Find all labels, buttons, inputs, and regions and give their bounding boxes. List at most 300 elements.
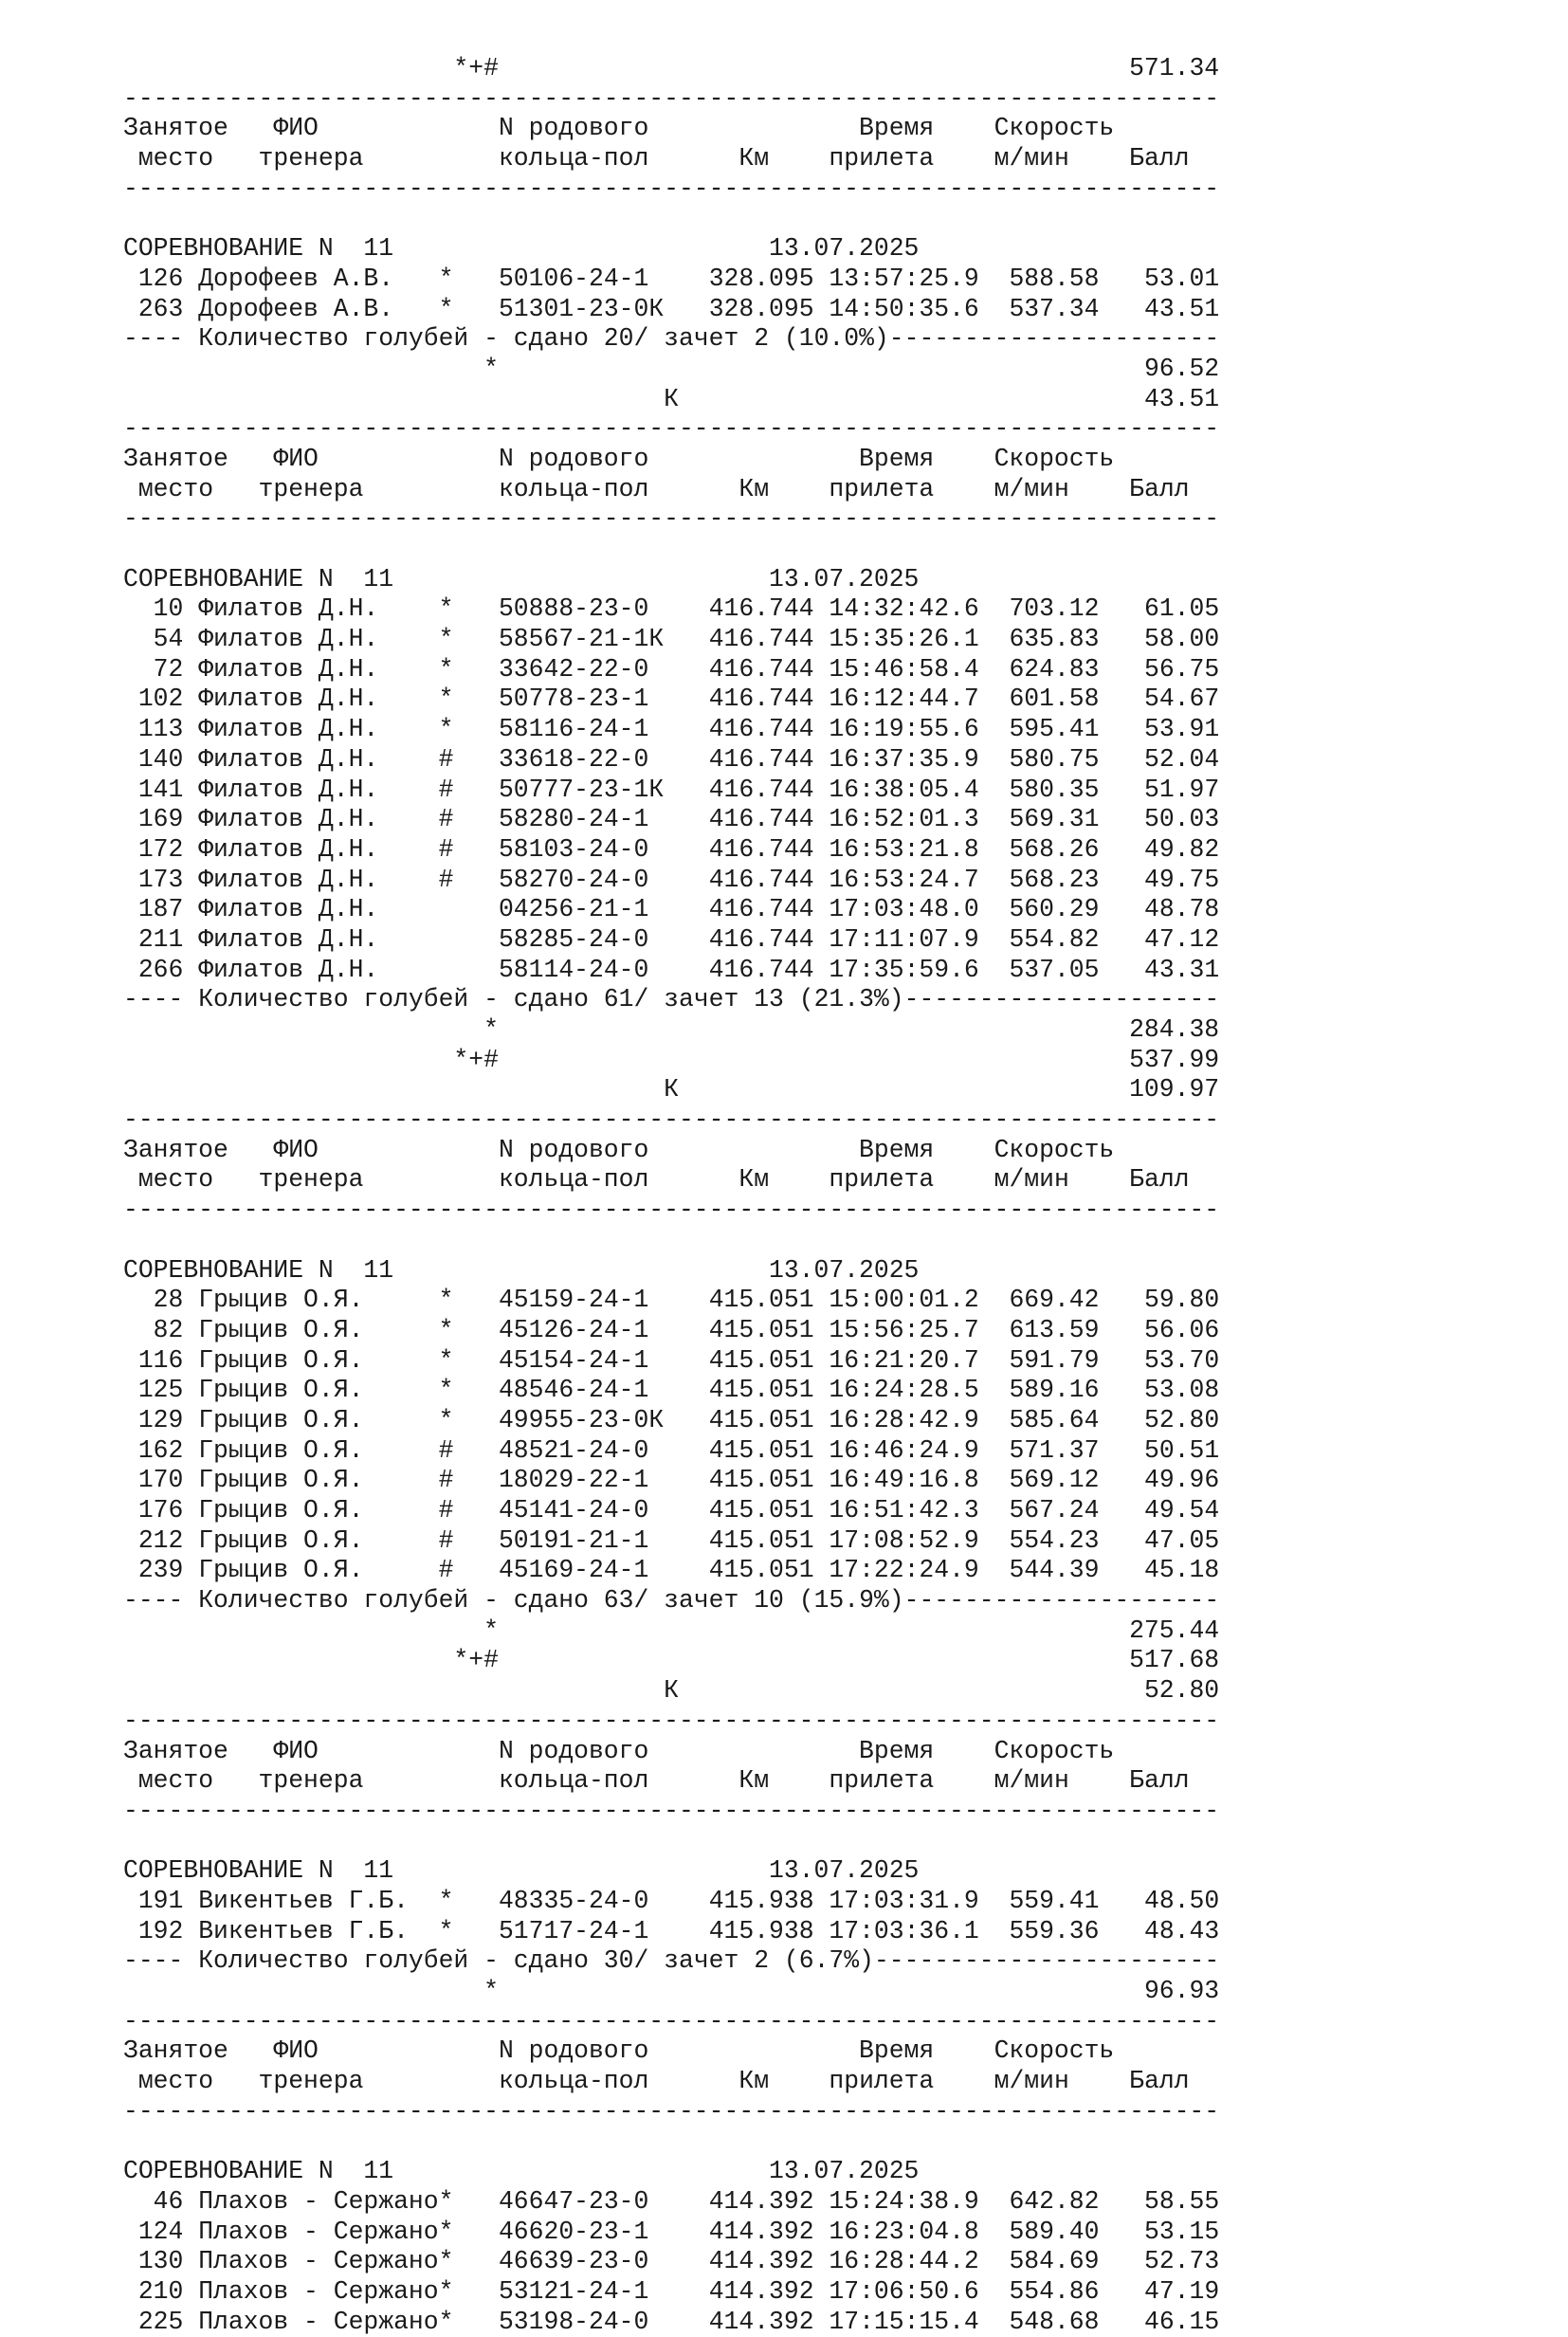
row-mark: # <box>438 834 454 864</box>
column-header-2 <box>123 1165 1219 1196</box>
row-km: 415.051 <box>708 1496 814 1525</box>
pad <box>453 1406 499 1434</box>
row-score: 53.91 <box>1129 715 1220 744</box>
pad <box>453 655 499 684</box>
pad <box>979 1887 1010 1915</box>
competition-date: 13.07.2025 <box>769 564 920 593</box>
row-speed: 548.68 <box>1009 2307 1100 2336</box>
row-mark <box>439 956 454 984</box>
row-speed: 537.05 <box>1009 955 1100 984</box>
row-score: 48.50 <box>1129 1886 1220 1915</box>
dash-rule: ------------------------------------------------------------------------- <box>123 1796 1220 1825</box>
table-row <box>123 685 1219 715</box>
row-ring: 53121-24-1 <box>498 2276 709 2306</box>
col-name-header: тренера <box>258 474 499 503</box>
row-place: 116 <box>123 1345 184 1375</box>
pad <box>979 1496 1010 1525</box>
pad <box>979 776 1010 804</box>
row-place: 124 <box>123 2217 184 2246</box>
pad <box>453 895 499 923</box>
pad: ) <box>873 324 889 354</box>
pad <box>1099 2218 1129 2246</box>
col-time-header: прилета <box>829 2067 994 2096</box>
row-km: 415.051 <box>708 1315 814 1344</box>
table-row <box>123 1316 1219 1346</box>
pad <box>979 265 1010 293</box>
total-value: 96.52 <box>1143 354 1220 383</box>
pad <box>814 2187 830 2216</box>
row-mark: # <box>438 805 454 834</box>
row-speed: 580.35 <box>1009 775 1100 804</box>
table-row <box>123 2277 1219 2308</box>
col-time-header: Время <box>859 2036 994 2066</box>
table-row <box>123 1887 1219 1917</box>
row-fio: Филатов Д.Н. <box>198 715 439 744</box>
table-row <box>123 1496 1219 1526</box>
row-place: 173 <box>123 865 184 894</box>
row-km: 414.392 <box>708 2307 814 2336</box>
row-speed: 567.24 <box>1009 1496 1100 1525</box>
row-ring: 58270-24-0 <box>498 865 709 894</box>
pad <box>979 835 1010 864</box>
row-score: 61.05 <box>1129 594 1220 624</box>
pad <box>228 114 274 142</box>
row-place: 211 <box>123 924 184 954</box>
col-score-header: Балл <box>1129 144 1190 173</box>
col-speed-header: м/мин <box>994 474 1130 503</box>
table-row <box>123 625 1219 655</box>
pad <box>979 594 1010 623</box>
row-score: 53.01 <box>1129 264 1220 293</box>
row-fio: Филатов Д.Н. <box>198 955 439 984</box>
total-key: *+# <box>453 1646 499 1675</box>
page-header-line <box>123 54 1219 84</box>
pad <box>453 685 499 713</box>
pad <box>183 1286 198 1314</box>
pad <box>183 805 198 833</box>
row-place: 162 <box>123 1435 184 1465</box>
dash-fill: ----------------------- <box>873 1946 1220 1976</box>
pad <box>453 1286 499 1314</box>
row-time: 16:21:20.7 <box>829 1345 979 1375</box>
pad <box>228 1136 274 1164</box>
pad <box>123 1616 483 1645</box>
pad <box>1099 776 1129 804</box>
pad: ---- <box>123 324 199 354</box>
col-ring-header: N родового <box>498 114 860 143</box>
pad <box>814 2247 830 2275</box>
pad <box>979 925 1010 954</box>
pad <box>1099 265 1129 293</box>
pad <box>453 2247 499 2275</box>
row-km: 415.051 <box>708 1466 814 1495</box>
table-row <box>123 835 1219 866</box>
separator-line <box>123 1105 1219 1136</box>
pad <box>453 265 499 293</box>
pad <box>814 2277 830 2306</box>
row-mark: # <box>438 744 454 774</box>
row-fio: Грыцив О.Я. <box>198 1345 439 1375</box>
pad <box>1099 1887 1129 1915</box>
pad <box>1099 1436 1129 1465</box>
row-place: 102 <box>123 685 184 714</box>
row-mark: * <box>438 715 454 744</box>
row-ring: 48521-24-0 <box>498 1435 709 1465</box>
total-key: *+# <box>453 1045 499 1074</box>
row-place: 239 <box>123 1556 184 1585</box>
row-fio: Филатов Д.Н. <box>198 895 439 924</box>
pad <box>123 2067 138 2095</box>
total-line <box>123 1015 1219 1046</box>
row-ring: 50777-23-1К <box>498 775 709 804</box>
pad <box>1099 1346 1129 1375</box>
pad <box>183 265 198 293</box>
pad <box>589 1586 604 1615</box>
pad <box>1099 1496 1129 1525</box>
pad <box>1099 594 1129 623</box>
pad <box>183 866 198 894</box>
pad <box>453 594 499 623</box>
pad: ---- <box>123 1946 199 1976</box>
pad <box>183 2277 198 2306</box>
row-time: 16:49:16.8 <box>829 1466 979 1495</box>
row-fio: Грыцив О.Я. <box>198 1466 439 1495</box>
row-score: 58.00 <box>1129 625 1220 654</box>
row-score: 47.05 <box>1129 1525 1220 1555</box>
row-speed: 601.58 <box>1009 685 1100 714</box>
summary-line <box>123 985 1219 1015</box>
row-ring: 46620-23-1 <box>498 2217 709 2246</box>
row-km: 415.051 <box>708 1435 814 1465</box>
table-row <box>123 745 1219 776</box>
pad <box>453 805 499 833</box>
pad <box>1099 685 1129 713</box>
col-ring-header: N родового <box>498 444 860 473</box>
row-fio: Грыцив О.Я. <box>198 1556 439 1585</box>
pad <box>679 385 1144 413</box>
total-value: 43.51 <box>1143 384 1220 413</box>
pad: ( <box>769 324 799 354</box>
pad <box>1099 2247 1129 2275</box>
col-place-header: место <box>137 144 259 173</box>
row-km: 416.744 <box>708 805 814 834</box>
pad <box>1099 2277 1129 2306</box>
row-mark: * <box>438 1376 454 1405</box>
pad <box>183 2187 198 2216</box>
row-mark: * <box>438 1286 454 1315</box>
dash-rule: ------------------------------------------------------------------------- <box>123 504 1220 534</box>
row-time: 16:37:35.9 <box>829 744 979 774</box>
pad <box>183 745 198 774</box>
row-fio: Филатов Д.Н. <box>198 685 439 714</box>
pad <box>589 985 604 1013</box>
dash-rule: ------------------------------------------------------------------------- <box>123 414 1220 444</box>
col-name-header: ФИО <box>273 114 499 143</box>
row-speed: 595.41 <box>1009 715 1100 744</box>
total-line <box>123 355 1219 385</box>
row-km: 414.392 <box>708 2247 814 2276</box>
pad <box>1099 956 1129 984</box>
row-fio: Филатов Д.Н. <box>198 654 439 684</box>
col-time-header: прилета <box>829 1165 994 1195</box>
pad <box>814 1436 830 1465</box>
pad <box>1099 655 1129 684</box>
pad <box>183 625 198 653</box>
dash-rule: ------------------------------------------------------------------------- <box>123 1196 1220 1225</box>
row-ring: 58103-24-0 <box>498 834 709 864</box>
pad <box>979 866 1010 894</box>
pad <box>453 1376 499 1404</box>
pad <box>453 715 499 743</box>
pad <box>183 1376 198 1404</box>
row-fio: Филатов Д.Н. <box>198 834 439 864</box>
row-time: 16:19:55.6 <box>829 715 979 744</box>
col-time-header: Время <box>859 1135 994 1164</box>
pad <box>453 1917 499 1945</box>
row-speed: 560.29 <box>1009 895 1100 924</box>
pad: / <box>633 324 665 354</box>
row-place: 192 <box>123 1916 184 1945</box>
credited-percent: 21.3% <box>813 985 889 1014</box>
table-row <box>123 2308 1219 2337</box>
table-row <box>123 776 1219 806</box>
pad <box>183 594 198 623</box>
pad <box>123 1165 138 1194</box>
dash-fill: ---------------------- <box>888 324 1220 354</box>
blank-line <box>123 2127 1219 2157</box>
competition-date: 13.07.2025 <box>769 234 920 264</box>
row-score: 53.15 <box>1129 2217 1220 2246</box>
submitted-count: 63 <box>603 1586 634 1616</box>
competition-label: СОРЕВНОВАНИЕ N 11 <box>123 564 769 593</box>
row-fio: Плахов - Сержано <box>198 2186 439 2216</box>
total-key: * <box>483 1977 499 2005</box>
row-km: 415.051 <box>708 1376 814 1405</box>
row-fio: Филатов Д.Н. <box>198 744 439 774</box>
blank-line <box>123 1226 1219 1256</box>
col-time-header: прилета <box>829 144 994 173</box>
separator-line <box>123 2007 1219 2037</box>
pad <box>979 2218 1010 2246</box>
pad <box>814 1466 830 1494</box>
row-speed: 642.82 <box>1009 2186 1100 2216</box>
row-time: 16:38:05.4 <box>829 775 979 804</box>
row-ring: 51301-23-0К <box>498 294 709 323</box>
row-mark: * <box>438 1886 454 1915</box>
pad <box>814 895 830 923</box>
row-place: 82 <box>123 1315 184 1344</box>
competition-label: СОРЕВНОВАНИЕ N 11 <box>123 1255 769 1285</box>
pad <box>979 2308 1010 2336</box>
row-speed: 569.12 <box>1009 1466 1100 1495</box>
blank-line <box>123 204 1219 234</box>
total-line <box>123 1646 1219 1676</box>
pad: / <box>633 1946 665 1976</box>
row-fio: Дорофеев А.В. <box>198 294 439 323</box>
col-speed-header: Скорость <box>994 444 1115 473</box>
col-place-header: Занятое <box>123 2036 228 2066</box>
pad <box>453 1526 499 1555</box>
pad <box>499 355 1144 383</box>
row-speed: 580.75 <box>1009 744 1100 774</box>
credited-count: 2 <box>754 324 770 354</box>
credited-percent: 6.7% <box>798 1946 860 1976</box>
pad <box>1099 2187 1129 2216</box>
separator-line <box>123 1196 1219 1226</box>
credited-label: зачет <box>664 1946 739 1976</box>
pad <box>814 1406 830 1434</box>
count-label: Количество голубей - сдано <box>198 1586 589 1616</box>
submitted-count: 20 <box>603 324 634 354</box>
table-row <box>123 895 1219 925</box>
row-mark <box>439 925 454 954</box>
row-time: 14:50:35.6 <box>829 294 979 323</box>
row-ring: 33642-22-0 <box>498 654 709 684</box>
row-speed: 537.34 <box>1009 294 1100 323</box>
row-time: 16:52:01.3 <box>829 805 979 834</box>
pad <box>228 2036 274 2065</box>
table-row <box>123 1406 1219 1436</box>
col-time-header: прилета <box>829 474 994 503</box>
pad <box>814 2218 830 2246</box>
pad <box>814 1526 830 1555</box>
pad <box>1099 895 1129 923</box>
row-km: 416.744 <box>708 594 814 624</box>
row-speed: 554.82 <box>1009 924 1100 954</box>
col-ring-header: кольца-пол <box>498 144 739 173</box>
pad <box>183 1466 198 1494</box>
col-speed-header: Скорость <box>994 114 1115 143</box>
pad <box>738 1946 754 1975</box>
pad <box>1099 1286 1129 1314</box>
row-time: 16:12:44.7 <box>829 685 979 714</box>
row-ring: 50191-21-1 <box>498 1525 709 1555</box>
dash-rule: ------------------------------------------------------------------------- <box>123 83 1220 113</box>
pad <box>1099 866 1129 894</box>
total-line <box>123 385 1219 415</box>
row-time: 15:35:26.1 <box>829 625 979 654</box>
row-place: 212 <box>123 1525 184 1555</box>
row-fio: Викентьев Г.Б. <box>198 1886 439 1915</box>
pad <box>679 1075 1129 1104</box>
pad <box>183 1526 198 1555</box>
pad <box>1099 1526 1129 1555</box>
pad <box>453 1436 499 1465</box>
table-row <box>123 594 1219 625</box>
pad <box>979 1526 1010 1555</box>
separator-line <box>123 84 1219 115</box>
separator-line <box>123 2097 1219 2127</box>
pad <box>979 1286 1010 1314</box>
table-row <box>123 265 1219 295</box>
pad <box>183 715 198 743</box>
col-place-header: место <box>137 1165 259 1195</box>
total-value: 96.93 <box>1143 1977 1220 2005</box>
row-km: 416.744 <box>708 865 814 894</box>
pad <box>589 324 604 353</box>
row-km: 416.744 <box>708 685 814 714</box>
table-row <box>123 1917 1219 1947</box>
pad <box>589 1946 604 1975</box>
row-score: 56.06 <box>1129 1315 1220 1344</box>
pad <box>183 956 198 984</box>
row-speed: 591.79 <box>1009 1345 1100 1375</box>
competition-line <box>123 1856 1219 1887</box>
row-mark: * <box>438 594 454 624</box>
row-mark: * <box>438 294 454 323</box>
pad <box>183 1496 198 1525</box>
pad <box>979 2187 1010 2216</box>
row-ring: 51717-24-1 <box>498 1916 709 1945</box>
pad: ) <box>888 1586 904 1616</box>
row-ring: 58285-24-0 <box>498 924 709 954</box>
pad <box>814 1346 830 1375</box>
pad <box>979 685 1010 713</box>
row-speed: 584.69 <box>1009 2247 1100 2276</box>
pad <box>979 655 1010 684</box>
table-row <box>123 2247 1219 2277</box>
row-km: 328.095 <box>708 294 814 323</box>
table-row <box>123 1436 1219 1467</box>
pad <box>1099 835 1129 864</box>
row-place: 126 <box>123 264 184 293</box>
credited-label: зачет <box>664 1586 739 1616</box>
pad: ( <box>783 985 814 1014</box>
pad <box>814 866 830 894</box>
sections-container <box>123 84 1219 2337</box>
row-time: 16:28:44.2 <box>829 2247 979 2276</box>
row-mark: * <box>438 1345 454 1375</box>
row-speed: 589.16 <box>1009 1376 1100 1405</box>
row-mark: * <box>438 264 454 293</box>
pad <box>453 1466 499 1494</box>
col-km-header: Км <box>738 2067 830 2096</box>
pad <box>814 625 830 653</box>
pad: / <box>633 985 665 1014</box>
col-time-header: Время <box>859 114 994 143</box>
row-place: 28 <box>123 1286 184 1315</box>
total-line <box>123 1616 1219 1647</box>
pad <box>123 1646 453 1674</box>
competition-line <box>123 2157 1219 2187</box>
results-report <box>123 54 1219 2337</box>
row-mark: * <box>438 2186 454 2216</box>
pad <box>453 1316 499 1344</box>
col-name-header: тренера <box>258 144 499 173</box>
count-label: Количество голубей - сдано <box>198 985 589 1014</box>
pad <box>814 1316 830 1344</box>
total-value: 284.38 <box>1129 1015 1220 1044</box>
pad <box>183 2218 198 2246</box>
row-place: 10 <box>123 594 184 624</box>
pad <box>738 324 754 353</box>
pad <box>499 1616 1129 1645</box>
column-header-1 <box>123 2036 1219 2067</box>
row-place: 113 <box>123 715 184 744</box>
pad <box>979 2277 1010 2306</box>
table-row <box>123 925 1219 956</box>
competition-line <box>123 565 1219 595</box>
credited-count: 10 <box>754 1586 784 1616</box>
row-time: 17:03:48.0 <box>829 895 979 924</box>
competition-date: 13.07.2025 <box>769 1856 920 1886</box>
total-line <box>123 1075 1219 1105</box>
row-score: 50.51 <box>1129 1435 1220 1465</box>
separator-line <box>123 1797 1219 1827</box>
row-km: 415.938 <box>708 1916 814 1945</box>
row-fio: Филатов Д.Н. <box>198 865 439 894</box>
row-place: 225 <box>123 2307 184 2336</box>
